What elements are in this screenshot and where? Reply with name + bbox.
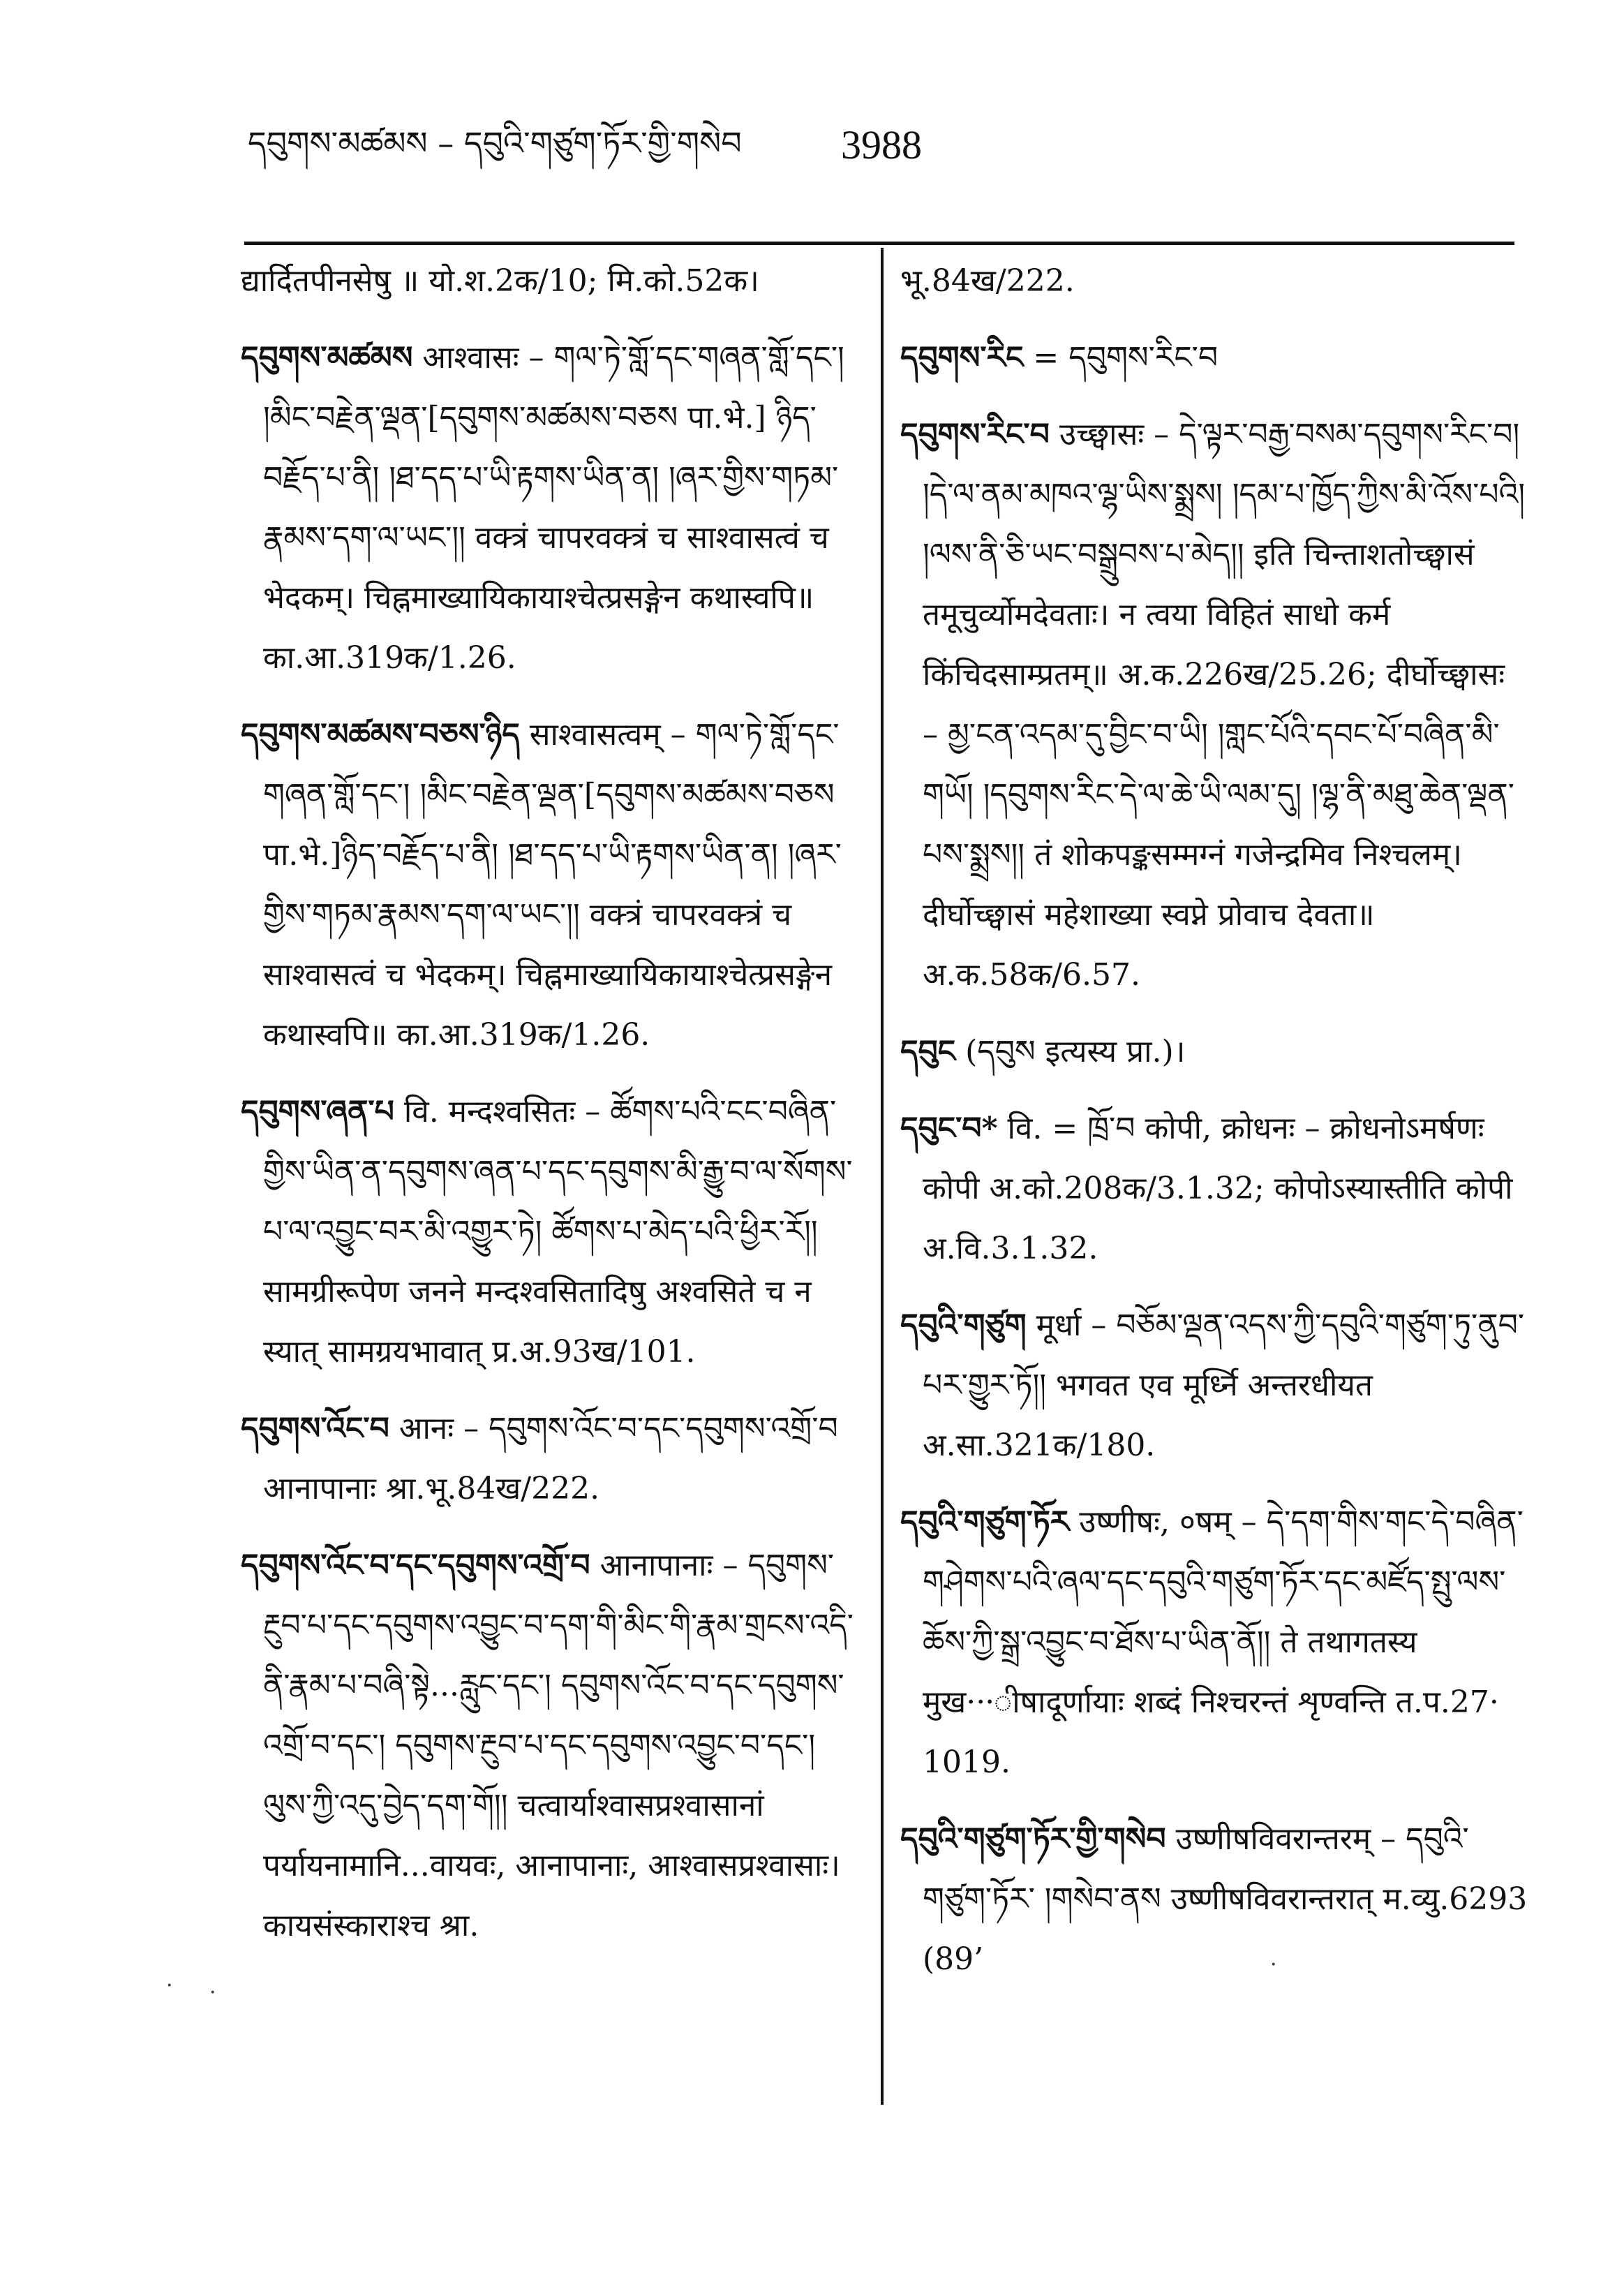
dictionary-entry [900,1809,1528,1990]
entry-text: वि. मन्दश्वसितः – ཚོགས་པའི་ངང་བཞིན་གྱིས་ཡིན་ན་དབུགས་ཞན་པ་དང་དབུགས་མི་རྒྱུ་བ་ལ་སོགས་པ་ལ་འབྱུང་བར་མི་འགྱུར་ཏེ། ཚོགས་པ་མེད་པའི་ཕྱིར་རོ།། सामग्रीरूपेण जनने मन्दश्वसितादिषु अश्वसिते च न स्यात् सामग्रयभावात् प्र.अ.93ख/101. [263,1094,853,1370]
dictionary-entry [241,251,855,311]
running-title: དབུགས་མཚམས – དབུའི་གཙུག་ཏོར་གྱི་གསེབ [248,124,742,162]
dictionary-entry [900,328,1528,388]
entry-text: उष्णीषविवरान्तरम् – དབུའི་གཙུག་ཏོར་ །གསེབ་ནས उष्णीषविवरान्तरात् म.व्यु.6293 (89’ [923,1821,1528,1977]
dictionary-entry [900,251,1528,311]
dictionary-entry [241,1082,855,1382]
entry-headword: དབུགས་འོང་བ [241,1411,389,1446]
dictionary-entry [241,705,855,1065]
entry-text: आनः – དབུགས་འོང་བ་དང་དབུགས་འགྲོ་བ आनापानाः श्रा.भू.84ख/222. [263,1411,838,1506]
entry-text: द्यार्दितपीनसेषु ॥ यो.श.2क/10; मि.को.52क। [241,263,759,299]
entry-text: = དབུགས་རིང་བ [1033,340,1219,376]
header-rule [244,242,1514,245]
entry-headword: དབུགས་ཞན་པ [241,1094,394,1129]
dictionary-entry [900,405,1528,1005]
entry-headword: དབུང [900,1034,956,1069]
dictionary-entry [900,1492,1528,1793]
right-column [900,251,1528,2006]
scan-speck: · [166,1973,173,1998]
entry-text: आश्वासः – གལ་ཏེ་གློ་དང་གཞན་གློ་དང་། །མིང་བརྗེན་ལྡན་[དབུགས་མཚམས་བཅས पा.भे.] ཉིད་བརྗོད་པ་ནི། །ཐ་དད་པ་ཡི་རྟགས་ཡིན་ན། །ཞར་གྱིས་གཏམ་རྣམས་དག་ལ་ཡང་།། वक्त्रं चापरवक्त्रं च साश्वासत्वं च भेदकम्। चिह्नमाख्यायिकायाश्चेत्प्रसङ्गेन कथास्वपि॥ का.आ.319क/1.26. [263,340,844,676]
entry-text: उष्णीषः, ०षम् – དེ་དག་གིས་གང་དེ་བཞིན་གཤེགས་པའི་ཞལ་དང་དབུའི་གཙུག་ཏོར་དང་མཛོད་སྤུ་ལས་ཆོས་ཀྱི་སྒྲ་འབྱུང་བ་ཐོས་པ་ཡིན་ནོ།། ते तथागतस्य मुख···ीषादूर्णायाः शब्दं निश्चरन्तं शृण्वन्ति त.प.27· 1019. [923,1504,1524,1780]
page-number: 3988 [841,122,922,168]
entry-headword: དབུའི་གཙུག་ཏོར [900,1504,1070,1540]
entry-headword: དབུང་བ* [900,1111,998,1146]
left-column [241,251,855,1973]
entry-text: भू.84ख/222. [900,263,1075,299]
entry-text: वि. = ཁྲོ་བ कोपी, क्रोधनः – क्रोधनोऽमर्षणः कोपी अ.को.208क/3.1.32; कोपोऽस्यास्तीति कोपी अ.वि.3.1.32. [923,1111,1513,1266]
dictionary-entry [900,1022,1528,1082]
entry-headword: དབུགས་མཚམས [241,340,413,376]
entry-text: उच्छ्वासः – དེ་ལྟར་བརྒྱ་བསམ་དབུགས་རིང་བ། །དེ་ལ་ནམ་མཁའ་ལྷ་ཡིས་སྨྲས། །དམ་པ་ཁྱོད་ཀྱིས་མི་འོས་པའི། །ལས་ནི་ཅི་ཡང་བསྒྲུབས་པ་མེད།། इति चिन्ताशतोच्छ्वासं तमूचुर्व्योमदेवताः। न त्वया विहितं साधो कर्म किंचिदसाम्प्रतम्॥ अ.क.226ख/25.26; दीर्घोच्छ्वासः – མྱ་ངན་འདམ་དུ་བྱིང་བ་ཡི། །གླང་པོའི་དབང་པོ་བཞིན་མི་གཡོ། །དབུགས་རིང་དེ་ལ་ཆེ་ཡི་ལམ་དུ། །ལྷ་ནི་མཐུ་ཆེན་ལྡན་པས་སྨྲས།། तं शोकपङ्कसम्मग्नं गजेन्द्रमिव निश्चलम्। दीर्घोच्छ्वासं महेशाख्या स्वप्ने प्रोवाच देवता॥ अ.क.58क/6.57. [923,417,1526,993]
entry-headword: དབུགས་མཚམས་བཅས་ཉིད [241,717,520,753]
entry-headword: དབུགས་འོང་བ་དང་དབུགས་འགྲོ་བ [241,1548,590,1583]
dictionary-entry [900,1296,1528,1476]
column-divider [881,248,884,2105]
scan-speck: · [209,1980,216,2005]
entry-text: साश्वासत्वम् – གལ་ཏེ་གློ་དང་གཞན་གློ་དང་། །མིང་བརྗེན་ལྡན་[དབུགས་མཚམས་བཅས पा.भे.]ཉིད་བརྗོད་པ་ནི། །ཐ་དད་པ་ཡི་རྟགས་ཡིན་ན། །ཞར་གྱིས་གཏམ་རྣམས་དག་ལ་ཡང་།། वक्त्रं चापरवक्त्रं च साश्वासत्वं च भेदकम्। चिह्नमाख्यायिकायाश्चेत्प्रसङ्गेन कथास्वपि॥ का.आ.319क/1.26. [263,717,842,1053]
entry-headword: དབུགས་རིང [900,340,1024,376]
entry-headword: དབུའི་གཙུག་ཏོར་གྱི་གསེབ [900,1821,1166,1857]
entry-headword: དབུའི་གཙུག [900,1308,1027,1343]
entry-text: (དབུས इत्यस्य प्रा.)। [965,1034,1186,1069]
dictionary-entry [900,1099,1528,1279]
entry-headword: དབུགས་རིང་བ [900,417,1050,452]
entry-text: मूर्धा – བཅོམ་ལྡན་འདས་ཀྱི་དབུའི་གཙུག་ཏུ་ནུབ་པར་གྱུར་ཏོ།། भगवत एव मूर्ध्नि अन्तरधीयत अ.सा.321क/180. [923,1308,1525,1463]
scan-speck: · [1270,1953,1277,1977]
entry-text: आनापानाः – དབུགས་རྔུབ་པ་དང་དབུགས་འབྱུང་བ་དག་གི་མིང་གི་རྣམ་གྲངས་འདི་ནི་རྣམ་པ་བཞི་སྟེ...རླུང་དང་། དབུགས་འོང་བ་དང་དབུགས་འགྲོ་བ་དང་། དབུགས་རྔུབ་པ་དང་དབུགས་འབྱུང་བ་དང་། ལུས་ཀྱི་འདུ་བྱེད་དག་གོ།། चत्वार्याश्वासप्रश्वासानां पर्यायनामानि...वायवः, आनापानाः, आश्वासप्रश्वासाः। कायसंस्काराश्च श्रा. [263,1548,854,1943]
dictionary-entry [241,1536,855,1956]
dictionary-entry [241,328,855,688]
dictionary-entry [241,1399,855,1519]
